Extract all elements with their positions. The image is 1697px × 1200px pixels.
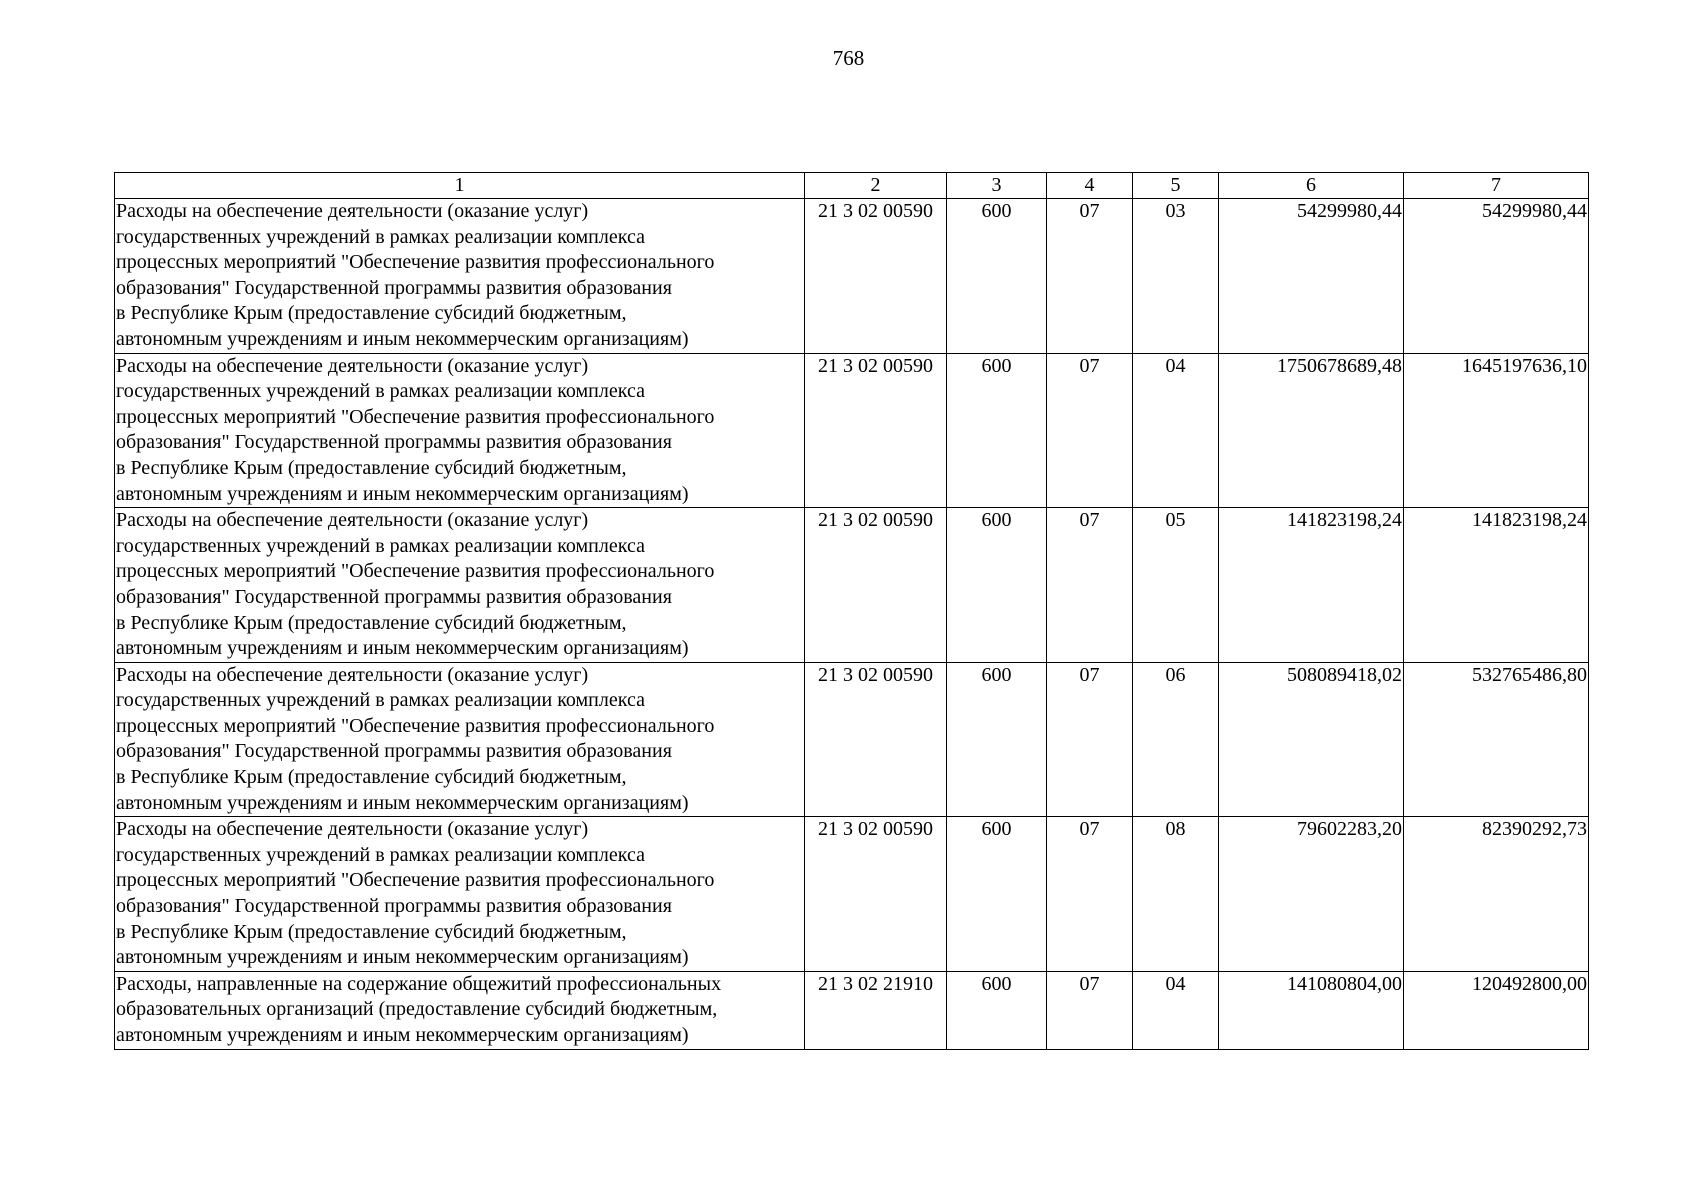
description-line: автономным учреждениям и иным некоммерческим организациям) (116, 946, 689, 969)
table-row (115, 817, 1589, 972)
expense-type-cell: 600 (947, 817, 1047, 972)
section-cell: 07 (1047, 817, 1133, 972)
amount-1-cell: 141823198,24 (1219, 508, 1404, 663)
description-line: автономным учреждениям и иным некоммерческим организациям) (116, 1024, 689, 1046)
column-header-2: 2 (805, 173, 947, 199)
description-line: в Республике Крым (предоставление субсидий бюджетным, (116, 302, 627, 325)
expense-type-cell: 600 (947, 662, 1047, 817)
description-line: Расходы на обеспечение деятельности (оказание услуг) (116, 818, 589, 841)
table-row (115, 199, 1589, 354)
header-row (115, 173, 1589, 199)
section-cell: 07 (1047, 662, 1133, 817)
table-row (115, 508, 1589, 663)
description-cell (115, 353, 805, 508)
target-article-cell: 21 3 02 00590 (805, 353, 947, 508)
amount-2-cell: 54299980,44 (1404, 199, 1589, 354)
amount-1-cell: 141080804,00 (1219, 971, 1404, 1049)
description-line: Расходы на обеспечение деятельности (оказание услуг) (116, 354, 589, 377)
description-line: образования" Государственной программы развития образования (116, 585, 672, 608)
subsection-cell: 04 (1133, 353, 1219, 508)
section-cell: 07 (1047, 508, 1133, 663)
amount-2-cell: 141823198,24 (1404, 508, 1589, 663)
description-line: в Республике Крым (предоставление субсидий бюджетным, (116, 456, 627, 479)
section-cell: 07 (1047, 971, 1133, 1049)
section-cell: 07 (1047, 353, 1133, 508)
description-line: процессных мероприятий "Обеспечение развития профессионального (116, 251, 715, 274)
column-header-1: 1 (115, 173, 805, 199)
description-line: процессных мероприятий "Обеспечение развития профессионального (116, 869, 715, 892)
description-cell (115, 817, 805, 972)
target-article-cell: 21 3 02 00590 (805, 817, 947, 972)
amount-2-cell: 120492800,00 (1404, 971, 1589, 1049)
table-header (115, 173, 1589, 199)
description-line: государственных учреждений в рамках реализации комплекса (116, 843, 645, 866)
description-line: процессных мероприятий "Обеспечение развития профессионального (116, 560, 715, 583)
description-line: в Республике Крым (предоставление субсидий бюджетным, (116, 611, 627, 634)
table-row (115, 353, 1589, 508)
subsection-cell: 04 (1133, 971, 1219, 1049)
table-row (115, 662, 1589, 817)
subsection-cell: 03 (1133, 199, 1219, 354)
description-line: Расходы на обеспечение деятельности (оказание услуг) (116, 663, 589, 686)
description-line: государственных учреждений в рамках реализации комплекса (116, 225, 645, 248)
column-header-7: 7 (1404, 173, 1589, 199)
description-line: Расходы на обеспечение деятельности (оказание услуг) (116, 200, 589, 222)
target-article-cell: 21 3 02 21910 (805, 971, 947, 1049)
amount-1-cell: 508089418,02 (1219, 662, 1404, 817)
description-line: процессных мероприятий "Обеспечение развития профессионального (116, 405, 715, 428)
expense-type-cell: 600 (947, 508, 1047, 663)
column-header-5: 5 (1133, 173, 1219, 199)
description-line: образовательных организаций (предоставление субсидий бюджетным, (116, 998, 718, 1021)
expense-type-cell: 600 (947, 199, 1047, 354)
amount-2-cell: 532765486,80 (1404, 662, 1589, 817)
description-line: в Республике Крым (предоставление субсидий бюджетным, (116, 920, 627, 943)
description-line: Расходы, направленные на содержание общежитий профессиональных (116, 972, 722, 995)
page-number: 768 (832, 46, 865, 70)
expense-type-cell: 600 (947, 971, 1047, 1049)
description-line: образования" Государственной программы развития образования (116, 431, 672, 454)
amount-2-cell: 82390292,73 (1404, 817, 1589, 972)
description-line: в Республике Крым (предоставление субсидий бюджетным, (116, 766, 627, 789)
target-article-cell: 21 3 02 00590 (805, 662, 947, 817)
description-line: образования" Государственной программы развития образования (116, 740, 672, 763)
amount-2-cell: 1645197636,10 (1404, 353, 1589, 508)
description-cell (115, 508, 805, 663)
description-line: автономным учреждениям и иным некоммерческим организациям) (116, 637, 689, 660)
subsection-cell: 08 (1133, 817, 1219, 972)
target-article-cell: 21 3 02 00590 (805, 199, 947, 354)
budget-table (114, 172, 1589, 1050)
expense-type-cell: 600 (947, 353, 1047, 508)
description-line: автономным учреждениям и иным некоммерческим организациям) (116, 327, 689, 350)
description-line: автономным учреждениям и иным некоммерческим организациям) (116, 791, 689, 814)
amount-1-cell: 79602283,20 (1219, 817, 1404, 972)
amount-1-cell: 54299980,44 (1219, 199, 1404, 354)
description-line: образования" Государственной программы развития образования (116, 895, 672, 918)
column-header-3: 3 (947, 173, 1047, 199)
table-body (115, 199, 1589, 1050)
description-cell (115, 199, 805, 354)
amount-1-cell: 1750678689,48 (1219, 353, 1404, 508)
subsection-cell: 05 (1133, 508, 1219, 663)
description-cell (115, 971, 805, 1049)
table-row (115, 971, 1589, 1049)
description-line: образования" Государственной программы развития образования (116, 276, 672, 299)
description-line: процессных мероприятий "Обеспечение развития профессионального (116, 714, 715, 737)
column-header-6: 6 (1219, 173, 1404, 199)
description-line: государственных учреждений в рамках реализации комплекса (116, 689, 645, 712)
column-header-4: 4 (1047, 173, 1133, 199)
description-cell (115, 662, 805, 817)
section-cell: 07 (1047, 199, 1133, 354)
description-line: государственных учреждений в рамках реализации комплекса (116, 534, 645, 557)
description-line: Расходы на обеспечение деятельности (оказание услуг) (116, 509, 589, 532)
subsection-cell: 06 (1133, 662, 1219, 817)
target-article-cell: 21 3 02 00590 (805, 508, 947, 663)
description-line: государственных учреждений в рамках реализации комплекса (116, 380, 645, 403)
description-line: автономным учреждениям и иным некоммерческим организациям) (116, 482, 689, 505)
